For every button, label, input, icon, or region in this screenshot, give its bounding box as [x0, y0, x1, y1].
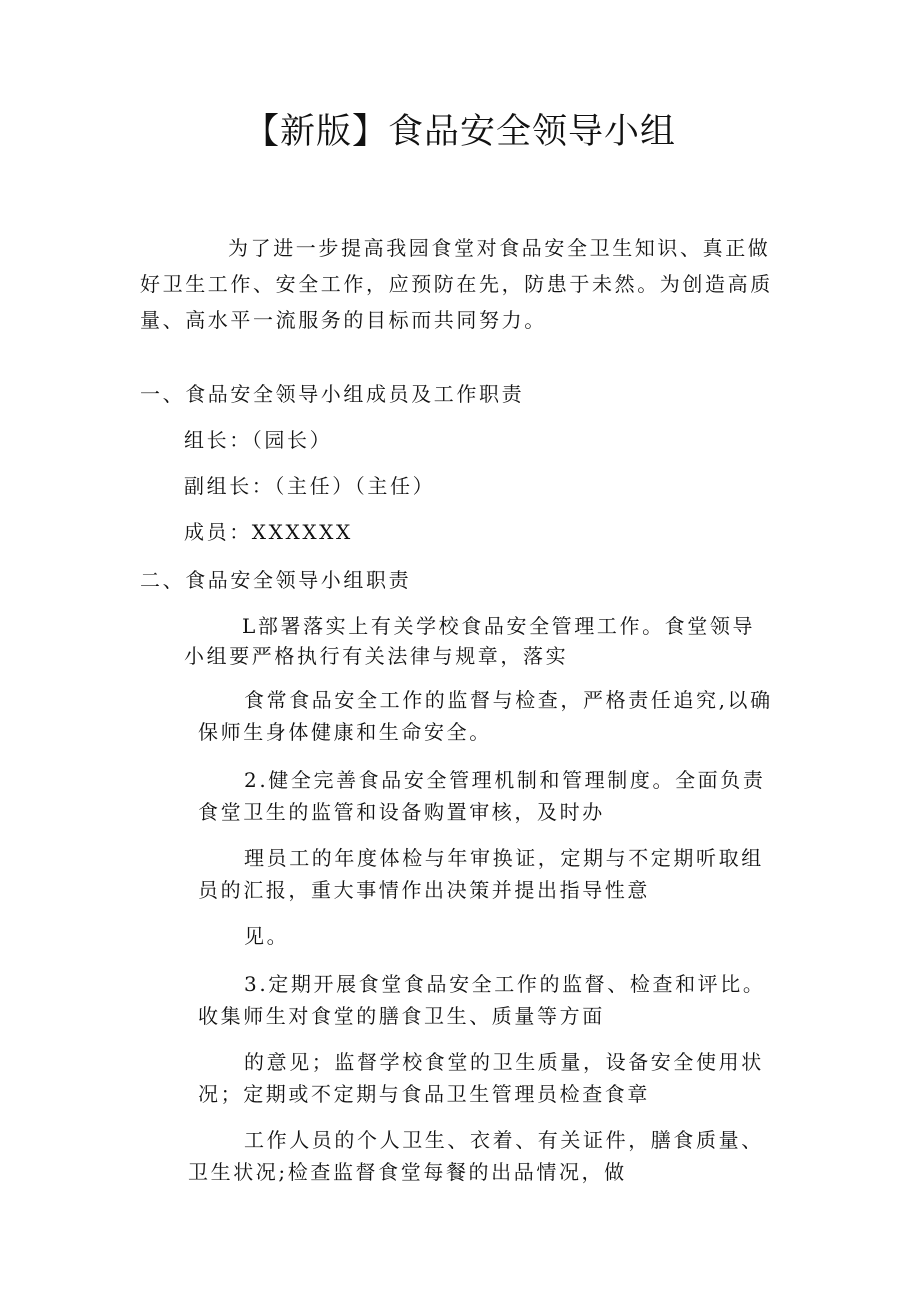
duty-7-line-1: 的意见；监督学校食堂的卫生质量，设备安全使用状: [244, 1050, 764, 1074]
duty-4-line-2: 员的汇报，重大事情作出决策并提出指导性意: [198, 878, 650, 902]
intro-line-3: 量、高水平一流服务的目标而共同努力。: [140, 308, 547, 332]
intro-line-2: 好卫生工作、安全工作，应预防在先，防患于未然。为创造高质: [140, 272, 773, 296]
duty-2-line-1: 食常食品安全工作的监督与检查，严格责任追究,以确: [244, 688, 773, 712]
duty-8-line-2: 卫生状况;检查监督食堂每餐的出品情况，做: [188, 1160, 627, 1184]
duty-paragraph-4: [198, 840, 764, 908]
duty-1-line-1: L部署落实上有关学校食品安全管理工作。食堂领导: [242, 614, 756, 638]
leader-line: 组长：（园长）: [184, 428, 333, 452]
duty-paragraph-8: [188, 1122, 764, 1190]
duty-3-line-2: 食堂卫生的监管和设备购置审核，及时办: [198, 800, 605, 824]
duty-paragraph-3: [198, 762, 765, 830]
document-title: 【新版】食品安全领导小组: [243, 112, 676, 152]
duty-6-line-1: 3.定期开展食堂食品安全工作的监督、检查和评比。: [244, 972, 766, 996]
section2-heading: 二、食品安全领导小组职责: [140, 568, 412, 592]
members-line: 成员：XXXXXX: [184, 520, 353, 544]
duty-4-line-1: 理员工的年度体检与年审换证，定期与不定期听取组: [244, 846, 764, 870]
duty-1-line-2: 小组要严格执行有关法律与规章，落实: [184, 644, 569, 668]
duty-2-line-2: 保师生身体健康和生命安全。: [198, 720, 492, 744]
duty-8-line-1: 工作人员的个人卫生、衣着、有关证件，膳食质量、: [244, 1128, 764, 1152]
duty-paragraph-6: [198, 966, 765, 1034]
duty-5-line-1: 见。: [244, 924, 290, 948]
duty-3-line-1: 2.健全完善食品安全管理机制和管理制度。全面负责: [244, 768, 766, 792]
duty-6-line-2: 收集师生对食堂的膳食卫生、质量等方面: [198, 1004, 605, 1028]
intro-line-1: 为了进一步提高我园食堂对食品安全卫生知识、真正做: [228, 236, 771, 260]
vice-leader-line: 副组长：（主任）（主任）: [184, 474, 436, 498]
section1-heading: 一、食品安全领导小组成员及工作职责: [140, 382, 525, 406]
duty-paragraph-1: [184, 608, 755, 674]
duty-paragraph-5: [244, 918, 289, 954]
duty-paragraph-7: [198, 1044, 764, 1112]
duty-paragraph-2: [198, 682, 773, 750]
duty-7-line-2: 况；定期或不定期与食品卫生管理员检查食章: [198, 1082, 650, 1106]
intro-paragraph: [140, 230, 773, 338]
